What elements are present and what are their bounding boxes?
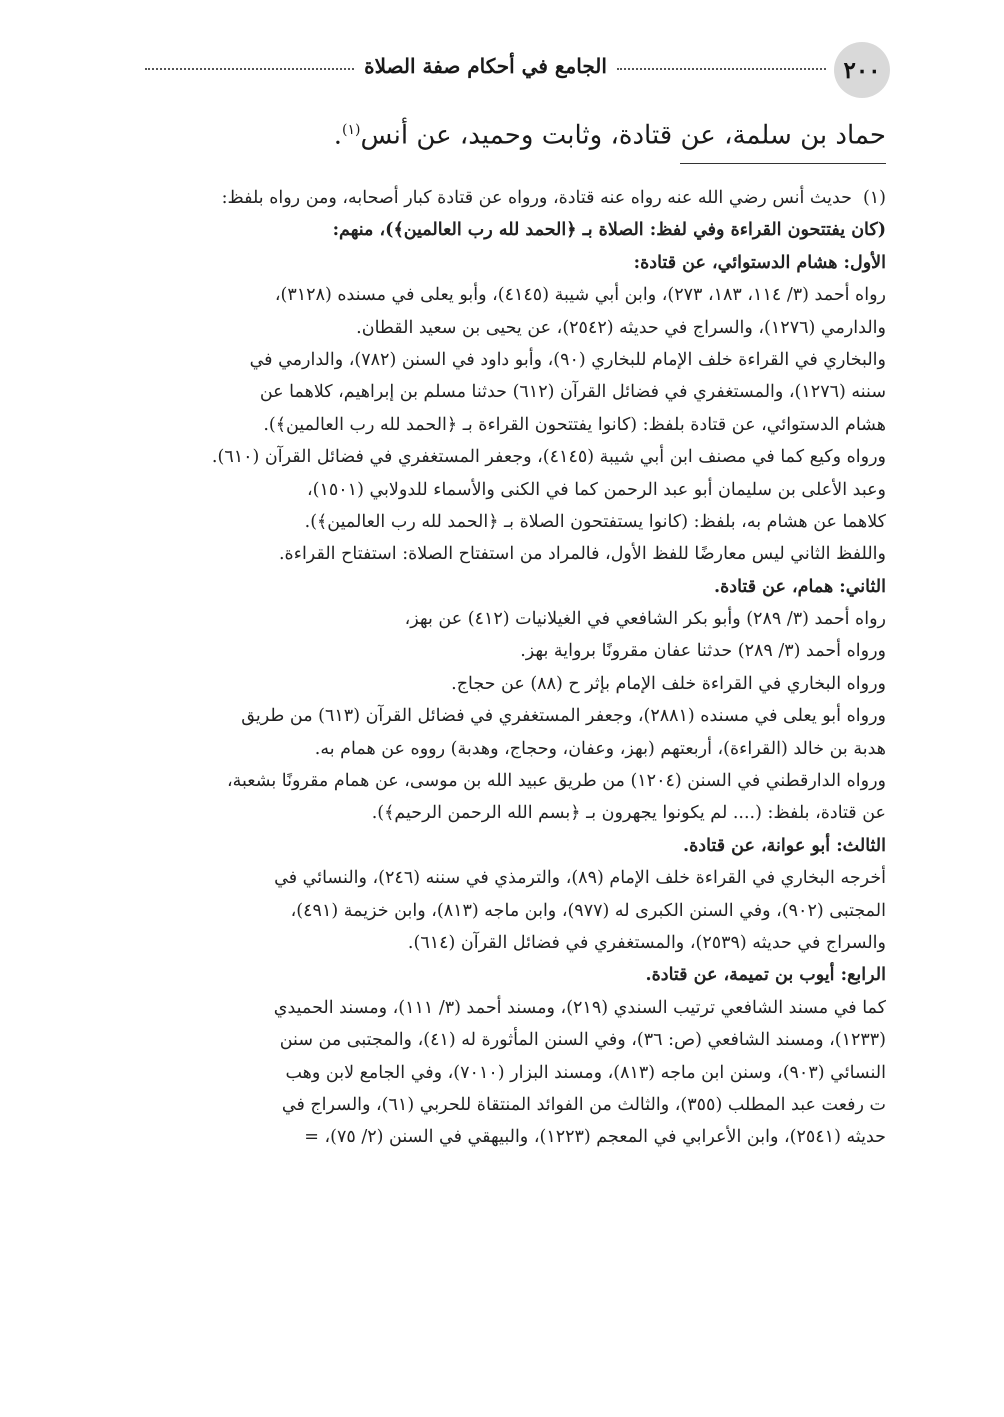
main-text-period: . (333, 120, 342, 151)
footnote-line: ورواه وكيع كما في مصنف ابن أبي شيبة (٤١٤٥)، وجعفر المستغفري في فضائل القرآن (٦١٠). (211, 447, 886, 468)
footnote-line: ورواه الدارقطني في السنن (١٢٠٤) من طريق عبيد الله بن موسى، عن همام مقرونًا بشعبة، (226, 771, 886, 792)
footnote-line: (كان يفتتحون القراءة وفي لفظ: الصلاة بـ ﴿الحمد لله رب العالمين﴾)، منهم: (332, 220, 886, 241)
footnote-line: والدارمي (١٢٧٦)، والسراج في حديثه (٢٥٤٢)، عن يحيى بن سعيد القطان. (356, 317, 886, 338)
section-heading: الرابع: أيوب بن تميمة، عن قتادة. (645, 965, 886, 986)
footnote-line: والبخاري في القراءة خلف الإمام للبخاري (٩٠)، وأبو داود في السنن (٧٨٢)، والدارمي في (249, 349, 886, 370)
dotted-leader-left (145, 68, 354, 70)
footnote-line: واللفظ الثاني ليس معارضًا للفظ الأول، فالمراد من استفتاح الصلاة: استفتاح القراءة. (278, 544, 886, 565)
footnote-line: أخرجه البخاري في القراءة خلف الإمام (٨٩)، والترمذي في سننه (٢٤٦)، والنسائي في (274, 868, 886, 889)
footnote-line: النسائي (٩٠٣)، وسنن ابن ماجه (٨١٣)، ومسند البزار (٧٠١٠)، وفي الجامع لابن وهب (285, 1062, 886, 1083)
footnotes-block (146, 182, 886, 1154)
footnote-line: رواه أحمد (٣/ ٢٨٩) وأبو بكر الشافعي في الغيلانيات (٤١٢) عن بهز، (404, 609, 886, 630)
footnote-line: والسراج في حديثه (٢٥٣٩)، والمستغفري في فضائل القرآن (٦١٤). (407, 932, 886, 953)
footnote-line: رواه أحمد (٣/ ١١٤، ١٨٣، ٢٧٣)، وابن أبي شيبة (٤١٤٥)، وأبو يعلى في مسنده (٣١٢٨)، (274, 285, 886, 306)
main-text (136, 108, 886, 158)
footnote-line: ورواه البخاري في القراءة خلف الإمام بإثر ح (٨٨) عن حجاج. (451, 673, 886, 694)
footnote-line: (١)حديث أنس رضي الله عنه رواه عنه قتادة، ورواه عن قتادة كبار أصحابه، ومن رواه بلفظ: (146, 182, 886, 214)
dotted-leader-right (617, 68, 826, 70)
page-header (145, 40, 890, 100)
footnote-reference[interactable]: (١) (341, 122, 361, 138)
footnote-number: (١) (862, 188, 886, 208)
footnote-line: هدبة بن خالد (القراءة)، أربعتهم (بهز، وعفان، وحجاج، وهدبة) رووه عن همام به. (314, 738, 886, 759)
footnote-line: كما في مسند الشافعي ترتيب السندي (٢١٩)، ومسند أحمد (٣/ ١١١)، ومسند الحميدي (273, 997, 886, 1018)
footnote-line: سننه (١٢٧٦)، والمستغفري في فضائل القرآن (٦١٢) حدثنا مسلم بن إبراهيم، كلاهما عن (259, 382, 886, 403)
footnote-separator (680, 163, 886, 164)
footnote-line: وعبد الأعلى بن سليمان أبو عبد الرحمن كما في الكنى والأسماء للدولابي (١٥٠١)، (306, 479, 886, 500)
section-heading: الثاني: همام، عن قتادة. (714, 576, 886, 597)
footnote-line: ت رفعت عبد المطلب (٣٥٥)، والثالث من الفوائد المنتقاة للحربي (٦١)، والسراج في (281, 1094, 886, 1115)
footnote-line: ورواه أبو يعلى في مسنده (٢٨٨١)، وجعفر المستغفري في فضائل القرآن (٦١٣) من طريق (241, 706, 886, 727)
footnote-line: هشام الدستوائي، عن قتادة بلفظ: (كانوا يفتتحون القراءة بـ ﴿الحمد لله رب العالمين﴾). (263, 414, 886, 435)
section-heading: الأول: هشام الدستوائي، عن قتادة: (633, 252, 886, 273)
footnote-line: (١٢٣٣)، ومسند الشافعي (ص: ٣٦)، وفي السنن المأثورة له (٤١)، والمجتبى من سنن (279, 1030, 886, 1051)
footnote-line: المجتبى (٩٠٢)، وفي السنن الكبرى له (٩٧٧)، وابن ماجه (٨١٣)، وابن خزيمة (٤٩١)، (290, 900, 886, 921)
footnote-line: حديثه (٢٥٤١)، وابن الأعرابي في المعجم (١٢٢٣)، والبيهقي في السنن (٢/ ٧٥)، = (304, 1127, 886, 1148)
running-title (145, 54, 826, 78)
section-heading: الثالث: أبو عوانة، عن قتادة. (683, 835, 886, 856)
footnote-line: عن قتادة، بلفظ: (.... لم يكونوا يجهرون بـ ﴿بسم الله الرحمن الرحيم﴾). (371, 803, 886, 824)
main-text-body: حماد بن سلمة، عن قتادة، وثابت وحميد، عن أنس (360, 120, 886, 151)
footnote-line: كلاهما عن هشام به، بلفظ: (كانوا يستفتحون الصلاة بـ ﴿الحمد لله رب العالمين﴾). (304, 511, 886, 532)
footnote-line: ورواه أحمد (٣/ ٢٨٩) حدثنا عفان مقرونًا برواية بهز. (520, 641, 886, 662)
book-title: الجامع في أحكام صفة الصلاة (364, 54, 607, 78)
page-number-badge: ٢٠٠ (834, 42, 890, 98)
